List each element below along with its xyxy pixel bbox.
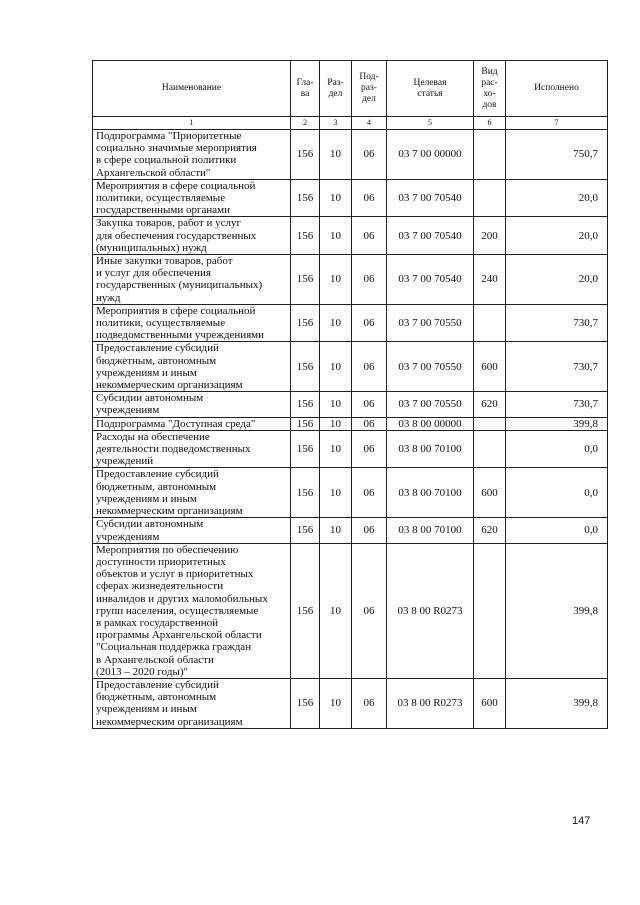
cell-target-article: 03 8 00 R0273 <box>387 678 474 728</box>
cell-name: Мероприятия в сфере социальной политики, осуществляемые подведомственными учреждениями <box>93 304 291 342</box>
cell-chapter: 156 <box>291 217 320 255</box>
cell-executed-amount: 399,8 <box>506 678 608 728</box>
cell-chapter: 156 <box>291 417 320 430</box>
cell-subsection: 06 <box>352 678 387 728</box>
table-row <box>93 468 608 518</box>
cell-target-article: 03 7 00 70540 <box>387 179 474 217</box>
cell-expense-type: 240 <box>474 255 506 305</box>
cell-executed-amount: 20,0 <box>506 255 608 305</box>
cell-chapter: 156 <box>291 392 320 417</box>
column-number-row <box>93 117 608 130</box>
cell-chapter: 156 <box>291 342 320 392</box>
cell-name: Подпрограмма "Приоритетные социально значимые мероприятия в сфере социальной политики Архангельской области" <box>93 130 291 180</box>
col-number: 2 <box>291 117 320 130</box>
cell-chapter: 156 <box>291 304 320 342</box>
cell-name: Расходы на обеспечение деятельности подведомственных учреждений <box>93 430 291 468</box>
table-row <box>93 304 608 342</box>
col-header-executed: Исполнено <box>506 61 608 117</box>
table-row <box>93 130 608 180</box>
cell-expense-type: 620 <box>474 392 506 417</box>
cell-expense-type: 600 <box>474 342 506 392</box>
cell-name: Подпрограмма "Доступная среда" <box>93 417 291 430</box>
col-number: 7 <box>506 117 608 130</box>
cell-target-article: 03 8 00 70100 <box>387 430 474 468</box>
table-row <box>93 518 608 543</box>
table-row <box>93 255 608 305</box>
col-header-section: Раз- дел <box>320 61 352 117</box>
cell-executed-amount: 0,0 <box>506 518 608 543</box>
cell-expense-type <box>474 130 506 180</box>
cell-expense-type: 600 <box>474 468 506 518</box>
cell-executed-amount: 0,0 <box>506 430 608 468</box>
cell-expense-type <box>474 304 506 342</box>
cell-expense-type <box>474 417 506 430</box>
col-header-name: Наименование <box>93 61 291 117</box>
col-number: 5 <box>387 117 474 130</box>
cell-target-article: 03 7 00 70550 <box>387 342 474 392</box>
cell-executed-amount: 730,7 <box>506 304 608 342</box>
cell-chapter: 156 <box>291 130 320 180</box>
cell-chapter: 156 <box>291 678 320 728</box>
cell-target-article: 03 7 00 00000 <box>387 130 474 180</box>
cell-executed-amount: 20,0 <box>506 179 608 217</box>
table-body <box>93 130 608 729</box>
cell-executed-amount: 399,8 <box>506 543 608 678</box>
cell-subsection: 06 <box>352 255 387 305</box>
table-row <box>93 342 608 392</box>
cell-expense-type <box>474 543 506 678</box>
cell-chapter: 156 <box>291 518 320 543</box>
cell-section: 10 <box>320 678 352 728</box>
cell-target-article: 03 7 00 70540 <box>387 255 474 305</box>
cell-expense-type <box>474 430 506 468</box>
cell-subsection: 06 <box>352 304 387 342</box>
cell-section: 10 <box>320 304 352 342</box>
cell-chapter: 156 <box>291 430 320 468</box>
cell-subsection: 06 <box>352 518 387 543</box>
cell-subsection: 06 <box>352 130 387 180</box>
cell-section: 10 <box>320 392 352 417</box>
cell-expense-type: 200 <box>474 217 506 255</box>
table-row <box>93 179 608 217</box>
page-number: 147 <box>572 815 591 827</box>
col-header-subsection: Под- раз- дел <box>352 61 387 117</box>
cell-section: 10 <box>320 217 352 255</box>
cell-section: 10 <box>320 430 352 468</box>
col-number: 6 <box>474 117 506 130</box>
cell-target-article: 03 8 00 R0273 <box>387 543 474 678</box>
cell-subsection: 06 <box>352 342 387 392</box>
cell-name: Субсидии автономным учреждениям <box>93 392 291 417</box>
table-row <box>93 417 608 430</box>
cell-name: Предоставление субсидий бюджетным, автономным учреждениям и иным некоммерческим организациям <box>93 678 291 728</box>
cell-expense-type: 600 <box>474 678 506 728</box>
cell-section: 10 <box>320 468 352 518</box>
cell-executed-amount: 730,7 <box>506 392 608 417</box>
cell-executed-amount: 730,7 <box>506 342 608 392</box>
cell-section: 10 <box>320 417 352 430</box>
cell-expense-type: 620 <box>474 518 506 543</box>
cell-chapter: 156 <box>291 255 320 305</box>
col-header-chapter: Гла- ва <box>291 61 320 117</box>
cell-chapter: 156 <box>291 468 320 518</box>
cell-section: 10 <box>320 255 352 305</box>
table-row <box>93 217 608 255</box>
cell-executed-amount: 0,0 <box>506 468 608 518</box>
col-header-target: Целевая статья <box>387 61 474 117</box>
table-row <box>93 430 608 468</box>
cell-chapter: 156 <box>291 543 320 678</box>
cell-name: Субсидии автономным учреждениям <box>93 518 291 543</box>
table-row <box>93 392 608 417</box>
cell-name: Мероприятия по обеспечению доступности приоритетных объектов и услуг в приоритетных сферах жизнедеятельности инвалидов и других маломобильных групп населения, осуществляемые в рамках государственной программы Архангельской области "Социальная поддержка граждан в Архангельской области (2013 – 2020 годы)" <box>93 543 291 678</box>
cell-target-article: 03 7 00 70540 <box>387 217 474 255</box>
cell-target-article: 03 8 00 00000 <box>387 417 474 430</box>
cell-subsection: 06 <box>352 543 387 678</box>
cell-executed-amount: 750,7 <box>506 130 608 180</box>
cell-subsection: 06 <box>352 468 387 518</box>
cell-name: Иные закупки товаров, работ и услуг для обеспечения государственных (муниципальных) нужд <box>93 255 291 305</box>
cell-subsection: 06 <box>352 392 387 417</box>
cell-subsection: 06 <box>352 417 387 430</box>
cell-name: Предоставление субсидий бюджетным, автономным учреждениям и иным некоммерческим организациям <box>93 468 291 518</box>
cell-section: 10 <box>320 543 352 678</box>
cell-target-article: 03 8 00 70100 <box>387 468 474 518</box>
cell-subsection: 06 <box>352 217 387 255</box>
col-number: 1 <box>93 117 291 130</box>
cell-executed-amount: 20,0 <box>506 217 608 255</box>
cell-target-article: 03 7 00 70550 <box>387 392 474 417</box>
cell-executed-amount: 399,8 <box>506 417 608 430</box>
cell-section: 10 <box>320 342 352 392</box>
cell-target-article: 03 7 00 70550 <box>387 304 474 342</box>
cell-expense-type <box>474 179 506 217</box>
cell-section: 10 <box>320 130 352 180</box>
cell-section: 10 <box>320 518 352 543</box>
cell-target-article: 03 8 00 70100 <box>387 518 474 543</box>
budget-execution-table <box>92 60 608 729</box>
cell-subsection: 06 <box>352 430 387 468</box>
header-row <box>93 61 608 117</box>
cell-section: 10 <box>320 179 352 217</box>
col-header-expense-type: Вид рас- хо- дов <box>474 61 506 117</box>
table-row <box>93 543 608 678</box>
cell-subsection: 06 <box>352 179 387 217</box>
table-row <box>93 678 608 728</box>
cell-chapter: 156 <box>291 179 320 217</box>
col-number: 4 <box>352 117 387 130</box>
col-number: 3 <box>320 117 352 130</box>
cell-name: Предоставление субсидий бюджетным, автономным учреждениям и иным некоммерческим организациям <box>93 342 291 392</box>
cell-name: Мероприятия в сфере социальной политики, осуществляемые государственными органами <box>93 179 291 217</box>
cell-name: Закупка товаров, работ и услуг для обеспечения государственных (муниципальных) нужд <box>93 217 291 255</box>
